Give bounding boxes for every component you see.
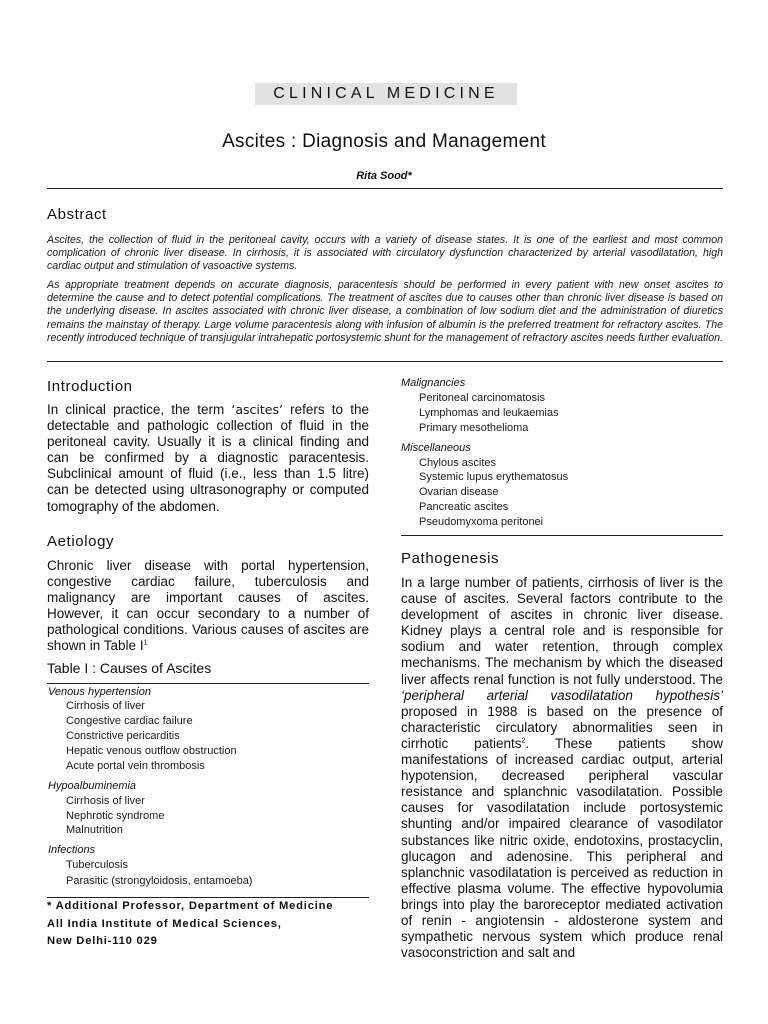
table-category-venous: Venous hypertension bbox=[48, 686, 151, 698]
footnote-line-3: New Delhi-110 029 bbox=[47, 935, 158, 947]
table-item: Lymphomas and leukaemias bbox=[419, 407, 559, 419]
author-name: Rita Sood* bbox=[356, 170, 412, 182]
table-item: Cirrhosis of liver bbox=[66, 700, 145, 712]
introduction-paragraph: In clinical practice, the term ‘ascites’ refers to the detectable and pathologic collection of fluid in the peritoneal cavity. Usually it is a clinical finding and can be confirmed by a diagnostic paracentesis. Subclinical amount of fluid (i.e., less than 1.5 litre) can be detected using ultrasonography or computed tomography of the abdomen. bbox=[47, 402, 369, 514]
table-item: Malnutrition bbox=[66, 824, 123, 836]
table-item: Nephrotic syndrome bbox=[66, 810, 165, 822]
aetiology-paragraph: Chronic liver disease with portal hypertension, congestive cardiac failure, tuberculosis and malignancy are important causes of ascites. However, it can occur secondary to a number of pathological conditions. Various causes of ascites are shown in Table I$^1$ bbox=[47, 558, 369, 654]
table-item: Constrictive pericarditis bbox=[66, 730, 180, 742]
table-item: Peritoneal carcinomatosis bbox=[419, 392, 545, 404]
table-category-hypoalbuminemia: Hypoalbuminemia bbox=[48, 780, 137, 792]
table-item: Cirrhosis of liver bbox=[66, 795, 145, 807]
table-category-malignancies: Malignancies bbox=[401, 377, 466, 389]
abstract-divider bbox=[47, 361, 723, 362]
pathogenesis-heading: Pathogenesis bbox=[401, 550, 500, 567]
table-item: Systemic lupus erythematosus bbox=[419, 471, 569, 483]
table-item: Pseudomyxoma peritonei bbox=[419, 516, 544, 528]
abstract-paragraph-1: Ascites, the collection of fluid in the peritoneal cavity, occurs with a variety of disease states. It is one of the earliest and most common complication of chronic liver disease. In cirrhosis, it is associated with circulatory dysfunction characterized by arterial vasodilatation, high cardiac output and stimulation of vasoactive systems. bbox=[47, 234, 723, 273]
table-item: Chylous ascites bbox=[419, 457, 497, 469]
table-caption: Table I : Causes of Ascites bbox=[47, 660, 212, 676]
footnote-line-1: * Additional Professor, Department of Medicine bbox=[47, 900, 334, 912]
table-category-infections: Infections bbox=[48, 844, 96, 856]
footnote-line-2: All India Institute of Medical Sciences, bbox=[47, 918, 282, 930]
abstract-heading: Abstract bbox=[47, 206, 107, 223]
header-divider bbox=[47, 188, 723, 189]
footnote-rule bbox=[47, 897, 369, 898]
table-bottom-rule bbox=[401, 535, 723, 536]
table-item: Pancreatic ascites bbox=[419, 501, 509, 513]
table-top-rule bbox=[47, 683, 369, 684]
table-item: Acute portal vein thrombosis bbox=[66, 760, 205, 772]
article-title: Ascites : Diagnosis and Management bbox=[222, 131, 546, 152]
table-item: Hepatic venous outflow obstruction bbox=[66, 745, 237, 757]
table-item: Ovarian disease bbox=[419, 486, 499, 498]
section-label: CLINICAL MEDICINE bbox=[255, 83, 517, 105]
aetiology-heading: Aetiology bbox=[47, 533, 115, 550]
table-category-miscellaneous: Miscellaneous bbox=[401, 442, 471, 454]
introduction-heading: Introduction bbox=[47, 378, 133, 395]
abstract-paragraph-2: As appropriate treatment depends on accurate diagnosis, paracentesis should be performed in every patient with new onset ascites to determine the cause and to detect potential complications. The treatment of ascites due to causes other than chronic liver disease is based on the underlying disease. In ascites associated with chronic liver disease, a combination of low sodium diet and the administration of diuretics remains the mainstay of therapy. Large volume paracentesis along with infusion of albumin is the preferred treatment for refractory ascites. The recently introduced technique of transjugular intrahepatic portosystemic shunt for the management of refractory ascites needs further evaluation. bbox=[47, 279, 724, 344]
pathogenesis-paragraph: In a large number of patients, cirrhosis of liver is the cause of ascites. Several factors contribute to the development of ascites in chronic liver disease. Kidney plays a central role and is responsible for sodium and water retention, through complex mechanisms. The mechanism by which the diseased liver affects renal function is not fully understood. The ‘peripheral arterial vasodilatation hypothesis’ proposed in 1988 is based on the presence of characteristic circulatory abnormalities seen in cirrhotic patients$^2$. These patients show manifestations of increased cardiac output, arterial hypotension, decreased peripheral vascular resistance and splanchnic vasodilatation. Possible causes for vasodilatation include portosystemic shunting and/or impaired clearance of vasodilator substances like nitric oxide, endotoxins, prostacyclin, glucagon and adenosine. This peripheral and splanchnic vasodilatation is perceived as reduction in effective plasma volume. The effective hypovolumia brings into play the baroreceptor mediated activation of renin - angiotensin - aldosterone system and sympathetic nervous system which produce renal vasoconstriction and salt and bbox=[401, 575, 724, 961]
table-item: Primary mesothelioma bbox=[419, 422, 529, 434]
table-item: Congestive cardiac failure bbox=[66, 715, 193, 727]
table-item: Tuberculosis bbox=[66, 859, 128, 871]
table-item: Parasitic (strongyloidosis, entamoeba) bbox=[66, 875, 253, 887]
